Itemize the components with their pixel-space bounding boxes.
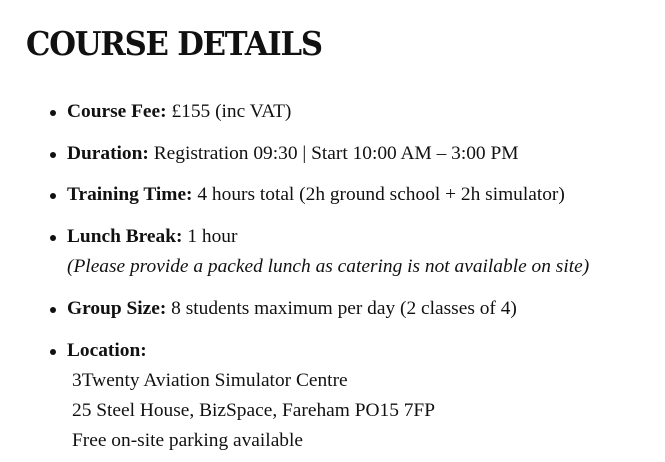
location-street-address: 25 Steel House, BizSpace, Fareham PO15 7FP — [72, 400, 435, 421]
duration-value: Registration 09:30 | Start 10:00 AM – 3:00 PM — [148, 143, 519, 164]
location-label: Location: — [67, 340, 147, 361]
lunch-note: (Please provide a packed lunch as catering is not available on site) — [67, 256, 590, 277]
group-size-label: Group Size: — [67, 298, 167, 319]
duration-label: Duration: — [67, 143, 149, 164]
list-item-training-time — [67, 180, 565, 210]
training-time-label: Training Time: — [67, 184, 193, 205]
location-venue-name: 3Twenty Aviation Simulator Centre — [72, 370, 348, 391]
list-item-location — [67, 336, 435, 456]
location-parking-note: Free on-site parking available — [72, 430, 303, 451]
group-size-value: 8 students maximum per day (2 classes of 4) — [166, 298, 517, 319]
list-item-duration — [67, 139, 519, 169]
lunch-break-value: 1 hour — [182, 226, 238, 247]
course-fee-label: Course Fee: — [67, 101, 167, 122]
list-item-lunch-break — [67, 222, 589, 282]
lunch-break-label: Lunch Break: — [67, 226, 183, 247]
list-item-course-fee — [67, 97, 291, 127]
training-time-value: 4 hours total (2h ground school + 2h simulator) — [192, 184, 565, 205]
location-address — [67, 366, 435, 456]
page-title: COURSE DETAILS — [26, 24, 322, 63]
list-item-group-size — [67, 294, 517, 324]
course-fee-value: £155 (inc VAT) — [166, 101, 292, 122]
